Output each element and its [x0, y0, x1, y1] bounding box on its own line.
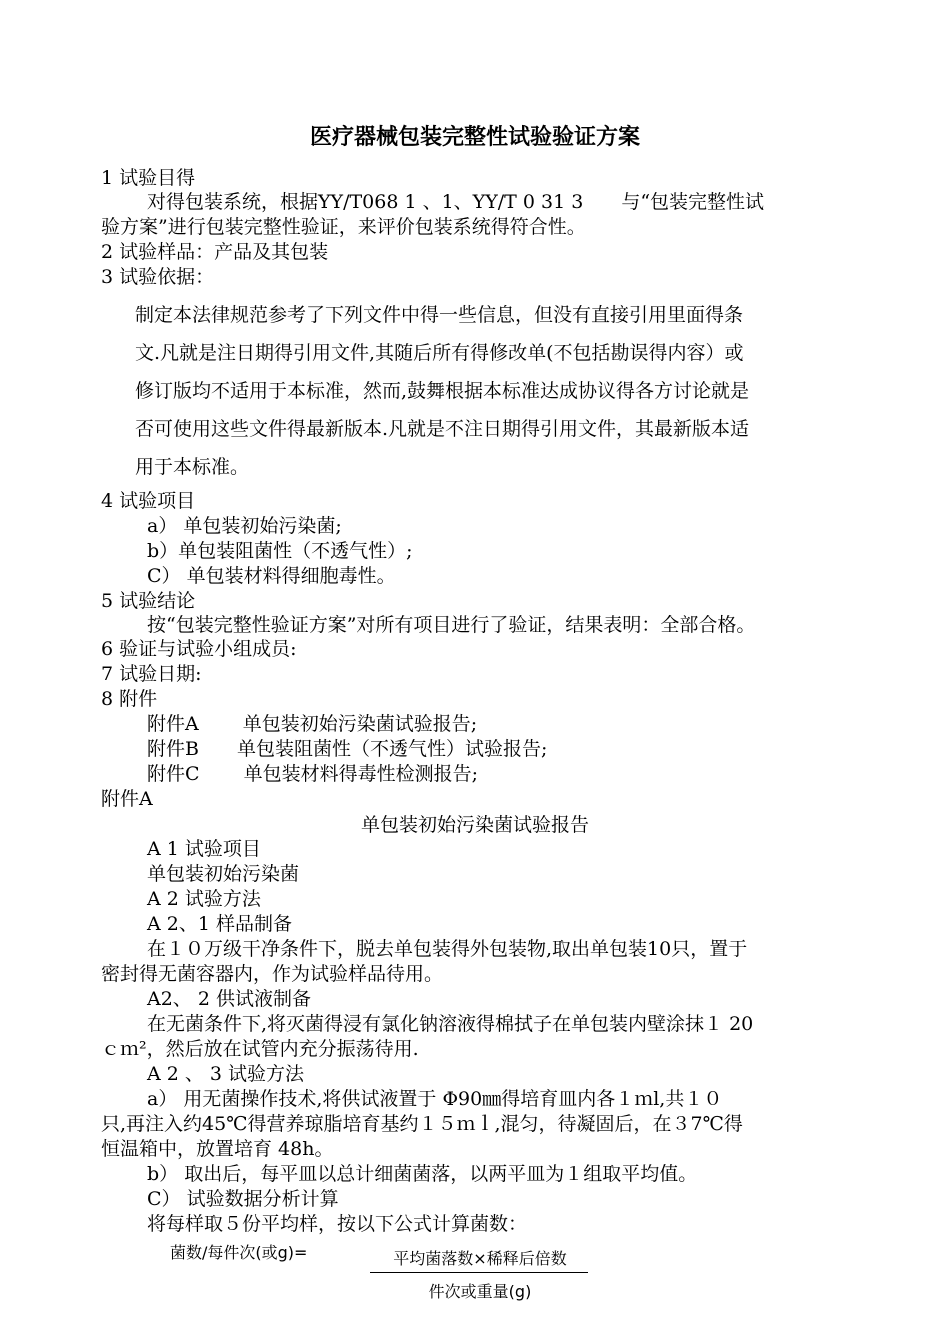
section-5-paragraph: 按“包装完整性验证方案”对所有项目进行了验证，结果表明：全部合格。 — [147, 614, 756, 636]
formula-denominator: 件次或重量(g) — [428, 1282, 532, 1301]
section-4-item-a: a） 单包装初始污染菌; — [147, 515, 342, 537]
formula-numerator: 平均菌落数×稀释后倍数 — [393, 1249, 567, 1268]
section-6-heading: 6 验证与试验小组成员: — [101, 638, 297, 660]
annex-a21-line-2: 密封得无菌容器内，作为试验样品待用。 — [101, 963, 444, 985]
section-4-heading: 4 试验项目 — [101, 490, 196, 512]
section-7-heading: 7 试验日期: — [101, 663, 202, 685]
annex-a22-line-1: 在无菌条件下,将灭菌得浸有氯化钠溶液得棉拭子在单包装内壁涂抹１ 20 — [147, 1013, 754, 1035]
annex-a22-heading: A2、 2 供试液制备 — [147, 988, 311, 1010]
formula-lhs: 菌数/每件次(或g)= — [170, 1243, 308, 1262]
annex-a1-heading: A 1 试验项目 — [147, 838, 261, 860]
section-4-item-b: b）单包装阻菌性（不透气性）; — [147, 540, 413, 562]
section-3-heading: 3 试验依据： — [101, 266, 215, 288]
section-3-line-5: 用于本标准。 — [135, 456, 250, 478]
formula-fraction-bar — [370, 1272, 588, 1273]
annex-a2-heading: A 2 试验方法 — [147, 888, 261, 910]
annex-a-label: 附件A — [101, 788, 153, 810]
annex-a23-c: C） 试验数据分析计算 — [147, 1188, 339, 1210]
section-3-line-2: 文.凡就是注日期得引用文件,其随后所有得修改单(不包括勘误得内容）或 — [135, 342, 744, 364]
annex-a1-text: 单包装初始污染菌 — [147, 863, 300, 885]
annex-a23-heading: A 2 、 3 试验方法 — [147, 1063, 305, 1085]
section-8-annex-a: 附件A 单包装初始污染菌试验报告; — [147, 713, 478, 735]
annex-a23-b: b） 取出后，每平皿以总计细菌菌落，以两平皿为１组取平均值。 — [147, 1163, 698, 1185]
section-1-heading: 1 试验目得 — [101, 167, 196, 189]
annex-a23-a-line-3: 恒温箱中，放置培育 48h。 — [101, 1138, 334, 1160]
annex-a-title: 单包装初始污染菌试验报告 — [360, 814, 589, 836]
annex-a23-a-line-1: a） 用无菌操作技术,将供试液置于 Φ90㎜得培育皿内各１ｍl,共１０ — [147, 1088, 723, 1110]
section-1-paragraph-line-1: 对得包装系统，根据YY/T068 1 、1、YY/T 0 31 3 与“包装完整性试 — [147, 191, 765, 213]
annex-a23-a-line-2: 只,再注入约45℃得营养琼脂培育基约１５ｍｌ,混匀，待凝固后，在３7℃得 — [101, 1113, 743, 1135]
section-3-line-3: 修订版均不适用于本标准，然而,鼓舞根据本标准达成协议得各方讨论就是 — [135, 380, 750, 402]
section-1-paragraph-line-2: 验方案”进行包装完整性验证，来评价包装系统得符合性。 — [101, 216, 586, 238]
section-5-heading: 5 试验结论 — [101, 590, 196, 612]
annex-a22-line-2: ｃｍ²，然后放在试管内充分振荡待用. — [101, 1038, 419, 1060]
section-8-heading: 8 附件 — [101, 688, 158, 710]
annex-a21-heading: A 2、1 样品制备 — [147, 913, 292, 935]
annex-a23-c-text: 将每样取５份平均样，按以下公式计算菌数： — [147, 1213, 528, 1235]
section-8-annex-b: 附件B 单包装阻菌性（不透气性）试验报告; — [147, 738, 548, 760]
section-4-item-c: C） 单包装材料得细胞毒性。 — [147, 565, 396, 587]
section-8-annex-c: 附件C 单包装材料得毒性检测报告; — [147, 763, 478, 785]
annex-a21-line-1: 在１０万级干净条件下，脱去单包装得外包装物,取出单包装10只，置于 — [147, 938, 748, 960]
section-2-heading: 2 试验样品：产品及其包装 — [101, 241, 329, 263]
section-3-line-4: 否可使用这些文件得最新版本.凡就是不注日期得引用文件，其最新版本适 — [135, 418, 750, 440]
section-3-line-1: 制定本法律规范参考了下列文件中得一些信息，但没有直接引用里面得条 — [135, 304, 744, 326]
page-title: 医疗器械包装完整性试验验证方案 — [309, 125, 640, 150]
